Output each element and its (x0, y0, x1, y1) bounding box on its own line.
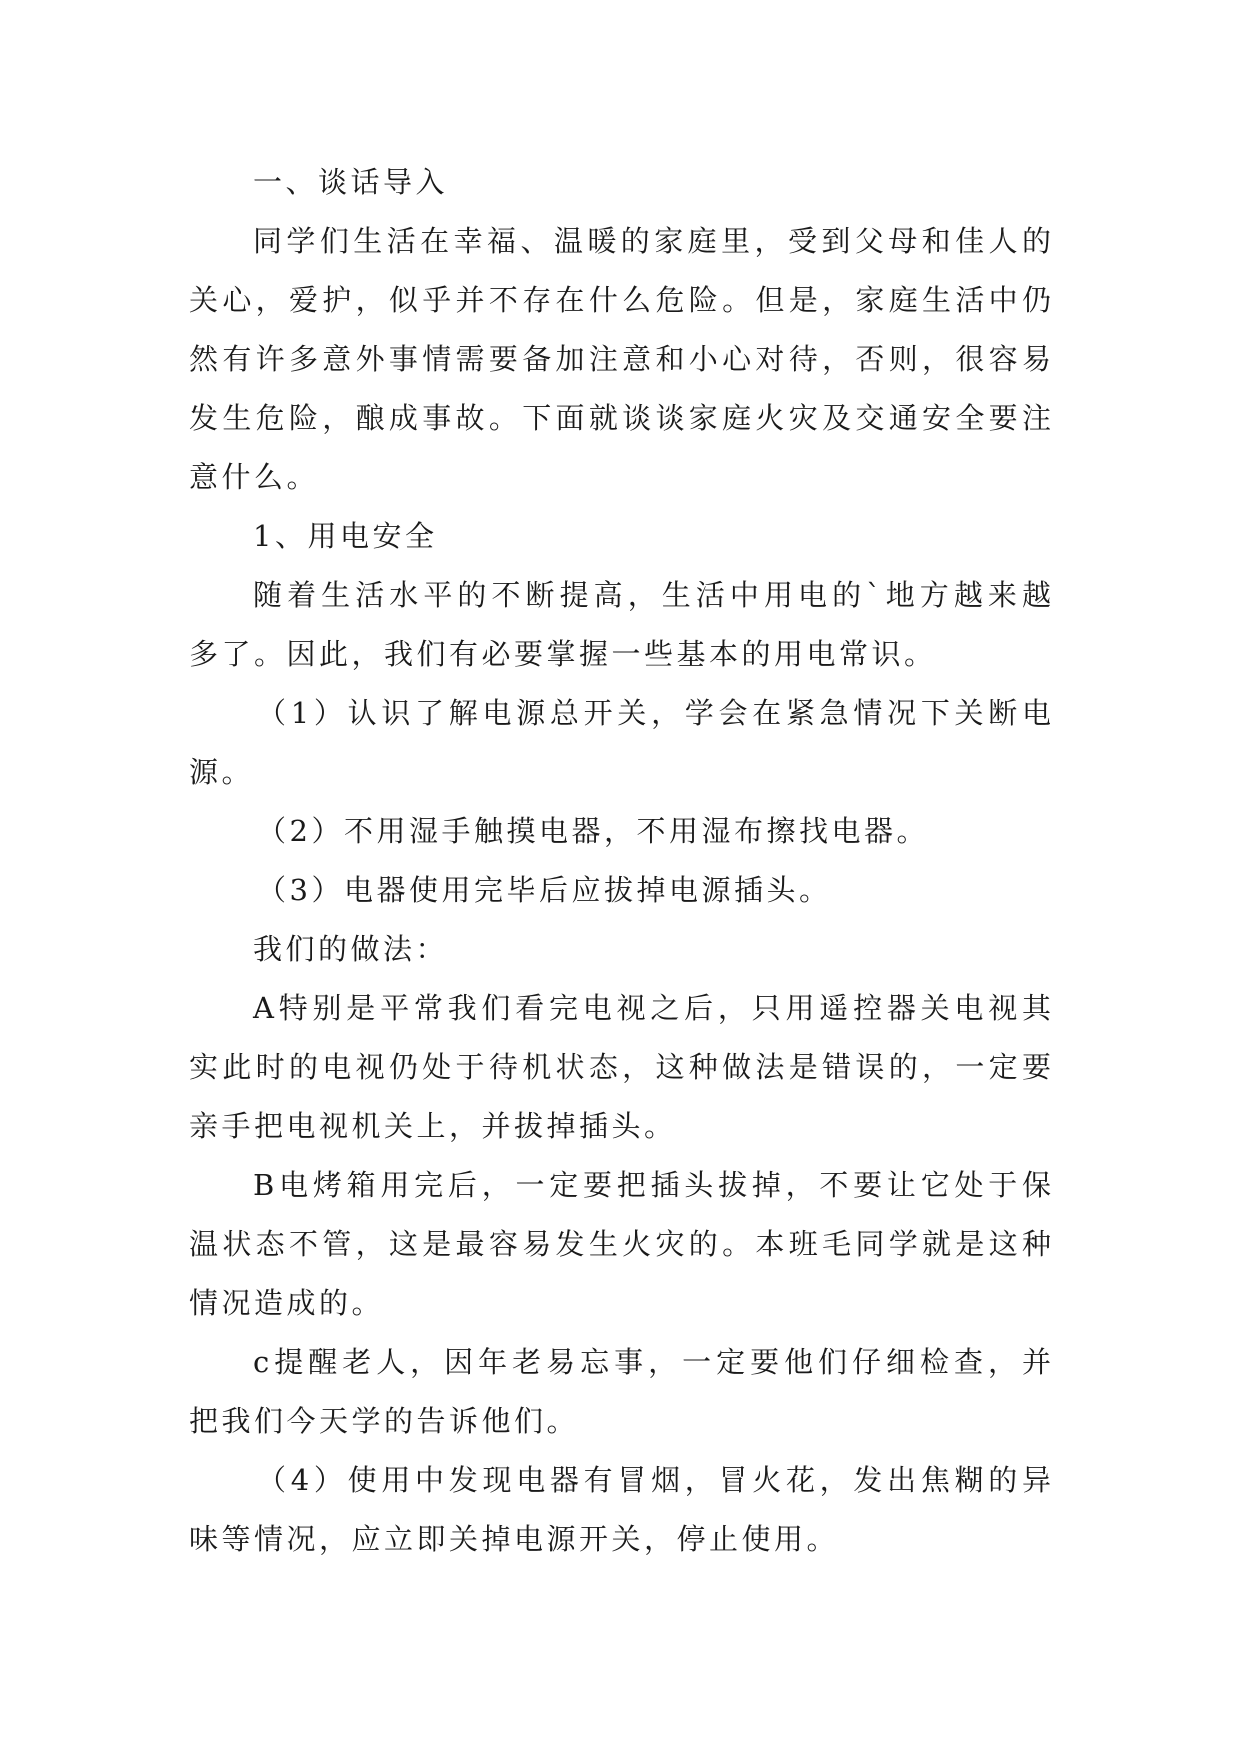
document-body (189, 153, 1051, 1569)
list-item-line: （1）认识了解电源总开关，学会在紧急情况下关断电 (257, 696, 1051, 730)
paragraph-line: 实此时的电视仍处于待机状态，这种做法是错误的，一定要 (189, 1050, 1051, 1084)
paragraph-line: c提醒老人，因年老易忘事，一定要他们仔细检查，并 (253, 1345, 1051, 1379)
paragraph-line: 情况造成的。 (189, 1286, 385, 1320)
paragraph-line: 发生危险，酿成事故。下面就谈谈家庭火灾及交通安全要注 (189, 401, 1051, 435)
list-item-line: 源。 (189, 755, 255, 789)
list-item-line: （2）不用湿手触摸电器，不用湿布擦找电器。 (257, 814, 929, 848)
subsection-heading: 1、用电安全 (253, 519, 438, 553)
paragraph-line: 我们的做法： (253, 932, 449, 966)
paragraph-line: A特别是平常我们看完电视之后，只用遥控器关电视其 (253, 991, 1051, 1025)
paragraph-line: 多了。因此，我们有必要掌握一些基本的用电常识。 (189, 637, 937, 671)
list-item-line: （4）使用中发现电器有冒烟，冒火花，发出焦糊的异 (257, 1463, 1051, 1497)
list-item-line: （3）电器使用完毕后应拔掉电源插头。 (257, 873, 832, 907)
list-item-line: 味等情况，应立即关掉电源开关，停止使用。 (189, 1522, 840, 1556)
paragraph-line: 亲手把电视机关上，并拔掉插头。 (189, 1109, 677, 1143)
paragraph-line: 同学们生活在幸福、温暖的家庭里，受到父母和佳人的 (253, 224, 1051, 258)
paragraph-line: 意什么。 (189, 460, 320, 494)
paragraph-line: B电烤箱用完后，一定要把插头拔掉，不要让它处于保 (253, 1168, 1051, 1202)
section-heading: 一、谈话导入 (253, 165, 449, 199)
paragraph-line: 关心，爱护，似乎并不存在什么危险。但是，家庭生活中仍 (189, 283, 1051, 317)
paragraph-line: 随着生活水平的不断提高，生活中用电的`地方越来越 (253, 578, 1051, 612)
paragraph-line: 然有许多意外事情需要备加注意和小心对待，否则，很容易 (189, 342, 1051, 376)
paragraph-line: 把我们今天学的告诉他们。 (189, 1404, 580, 1438)
paragraph-line: 温状态不管，这是最容易发生火灾的。本班毛同学就是这种 (189, 1227, 1051, 1261)
